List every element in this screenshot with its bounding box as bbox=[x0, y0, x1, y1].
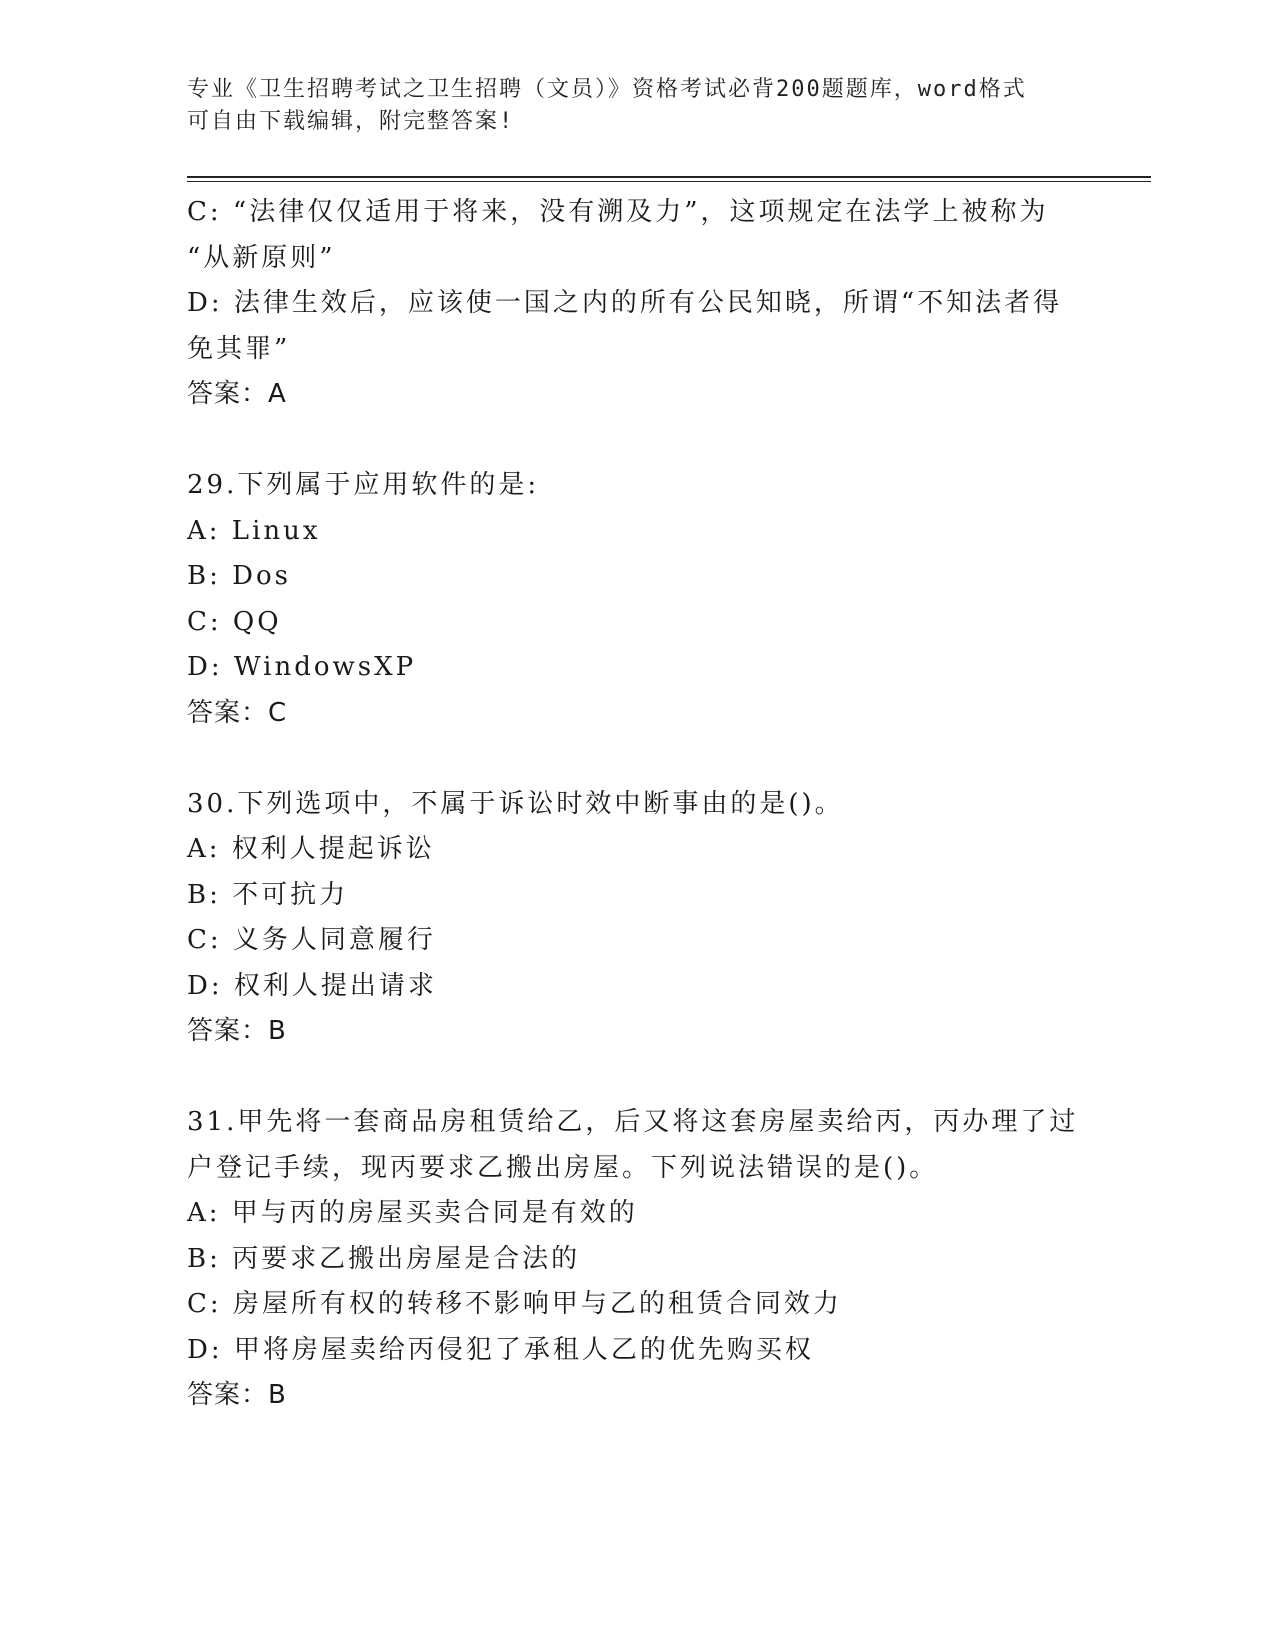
option-c: C: QQ bbox=[187, 606, 282, 637]
answer-label: 答案：C bbox=[187, 697, 288, 728]
option-d: D: 甲将房屋卖给丙侵犯了承租人乙的优先购买权 bbox=[187, 1334, 814, 1365]
spacer bbox=[187, 736, 1087, 782]
question-28-continued bbox=[187, 190, 1087, 418]
question-stem: 29.下列属于应用软件的是: bbox=[187, 470, 540, 500]
question-content bbox=[187, 190, 1087, 1419]
option-c-line-1: C: “法律仅仅适用于将来，没有溯及力”，这项规定在法学上被称为 bbox=[187, 197, 1049, 227]
question-stem-line-2: 户登记手续，现丙要求乙搬出房屋。下列说法错误的是()。 bbox=[187, 1152, 939, 1183]
answer-label: 答案：B bbox=[187, 1016, 287, 1046]
option-c: C: 房屋所有权的转移不影响甲与乙的租赁合同效力 bbox=[187, 1289, 842, 1319]
option-a: A: 甲与丙的房屋买卖合同是有效的 bbox=[187, 1198, 638, 1228]
answer-label: 答案：A bbox=[187, 379, 287, 409]
option-b: B: Dos bbox=[187, 561, 291, 591]
question-29 bbox=[187, 463, 1087, 736]
question-stem-line-1: 31.甲先将一套商品房租赁给乙，后又将这套房屋卖给丙，丙办理了过 bbox=[187, 1107, 1079, 1137]
spacer bbox=[187, 418, 1087, 464]
option-d-line-2: 免其罪” bbox=[187, 333, 291, 364]
question-30 bbox=[187, 782, 1087, 1055]
option-c-line-2: “从新原则” bbox=[187, 242, 336, 273]
question-stem: 30.下列选项中，不属于诉讼时效中断事由的是()。 bbox=[187, 788, 844, 819]
option-d: D: 权利人提出请求 bbox=[187, 970, 437, 1001]
option-a: A: 权利人提起诉讼 bbox=[187, 834, 435, 864]
option-a: A: Linux bbox=[187, 515, 321, 546]
question-31 bbox=[187, 1100, 1087, 1419]
option-d-line-1: D: 法律生效后，应该使一国之内的所有公民知晓，所谓“不知法者得 bbox=[187, 288, 1063, 318]
header-line-2: 可自由下载编辑，附完整答案! bbox=[187, 109, 515, 134]
header-divider bbox=[187, 176, 1151, 182]
option-b: B: 不可抗力 bbox=[187, 879, 349, 910]
option-c: C: 义务人同意履行 bbox=[187, 925, 436, 955]
option-b: B: 丙要求乙搬出房屋是合法的 bbox=[187, 1243, 581, 1274]
answer-label: 答案：B bbox=[187, 1380, 287, 1410]
spacer bbox=[187, 1055, 1087, 1101]
document-header bbox=[187, 74, 1067, 138]
header-line-1: 专业《卫生招聘考试之卫生招聘（文员）》资格考试必背200题题库，word格式 bbox=[187, 77, 1027, 102]
option-d: D: WindowsXP bbox=[187, 652, 417, 682]
